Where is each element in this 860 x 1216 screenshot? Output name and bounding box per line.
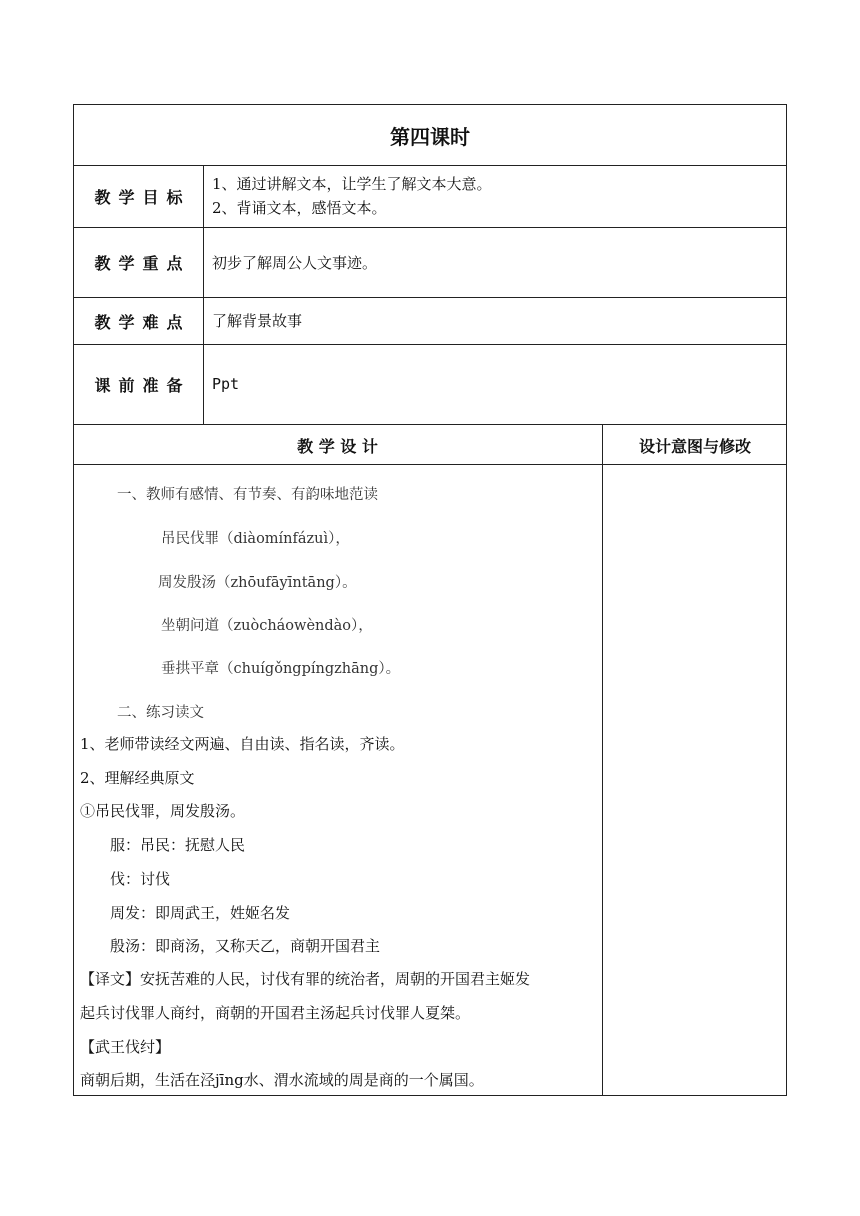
preparation-label: 课前准备 xyxy=(94,376,191,395)
content-line: 1、老师带读经文两遍、自由读、指名读，齐读。 xyxy=(80,735,405,753)
section-heading-1: 一、教师有感情、有节奏、有韵味地范读 xyxy=(117,487,378,503)
content-line: 殷汤：即商汤，又称天乙，商朝开国君主 xyxy=(110,937,381,955)
content-line: 伐：讨伐 xyxy=(110,870,171,888)
page-title: 第四课时 xyxy=(390,124,470,149)
difficulties-value: 了解背景故事 xyxy=(212,312,303,330)
design-header: 教 学 设 计 xyxy=(297,436,378,456)
story-line: 商朝后期，生活在泾jīng水、渭水流域的周是商的一个属国。 xyxy=(80,1071,484,1089)
key-points-label: 教学重点 xyxy=(94,254,191,273)
pinyin-line-2: 周发殷汤（zhōufāyīntāng）。 xyxy=(158,575,357,591)
content-line: 周发：即周武王，姓姬名发 xyxy=(110,904,291,922)
key-points-value: 初步了解周公人文事迹。 xyxy=(212,254,378,272)
section-heading-2: 二、练习读文 xyxy=(117,705,204,721)
objective-line-1: 1、通过讲解文本，让学生了解文本大意。 xyxy=(212,175,492,193)
content-line: ①吊民伐罪，周发殷汤。 xyxy=(80,802,246,820)
row-divider xyxy=(73,464,787,465)
column-divider xyxy=(602,424,603,1096)
pinyin-line-4: 垂拱平章（chuígǒngpíngzhāng）。 xyxy=(161,661,401,677)
objectives-value xyxy=(212,172,782,220)
translation-line-1: 【译文】安抚苦难的人民，讨伐有罪的统治者，周朝的开国君主姬发 xyxy=(80,970,531,988)
difficulties-label: 教学难点 xyxy=(94,312,191,332)
objective-line-2: 2、背诵文本，感悟文本。 xyxy=(212,199,387,217)
content-line: 2、理解经典原文 xyxy=(80,769,195,787)
row-divider xyxy=(73,424,787,425)
pinyin-line-1: 吊民伐罪（diàomínfázuì）， xyxy=(161,531,350,547)
objectives-label: 教学目标 xyxy=(94,188,191,207)
notes-header: 设计意图与修改 xyxy=(638,436,751,456)
story-heading: 【武王伐纣】 xyxy=(80,1038,171,1056)
preparation-value: Ppt xyxy=(212,375,240,393)
translation-line-2: 起兵讨伐罪人商纣，商朝的开国君主汤起兵讨伐罪人夏桀。 xyxy=(80,1004,471,1022)
content-line: 服：吊民：抚慰人民 xyxy=(110,836,246,854)
pinyin-line-3: 坐朝问道（zuòcháowèndào）， xyxy=(161,618,373,634)
